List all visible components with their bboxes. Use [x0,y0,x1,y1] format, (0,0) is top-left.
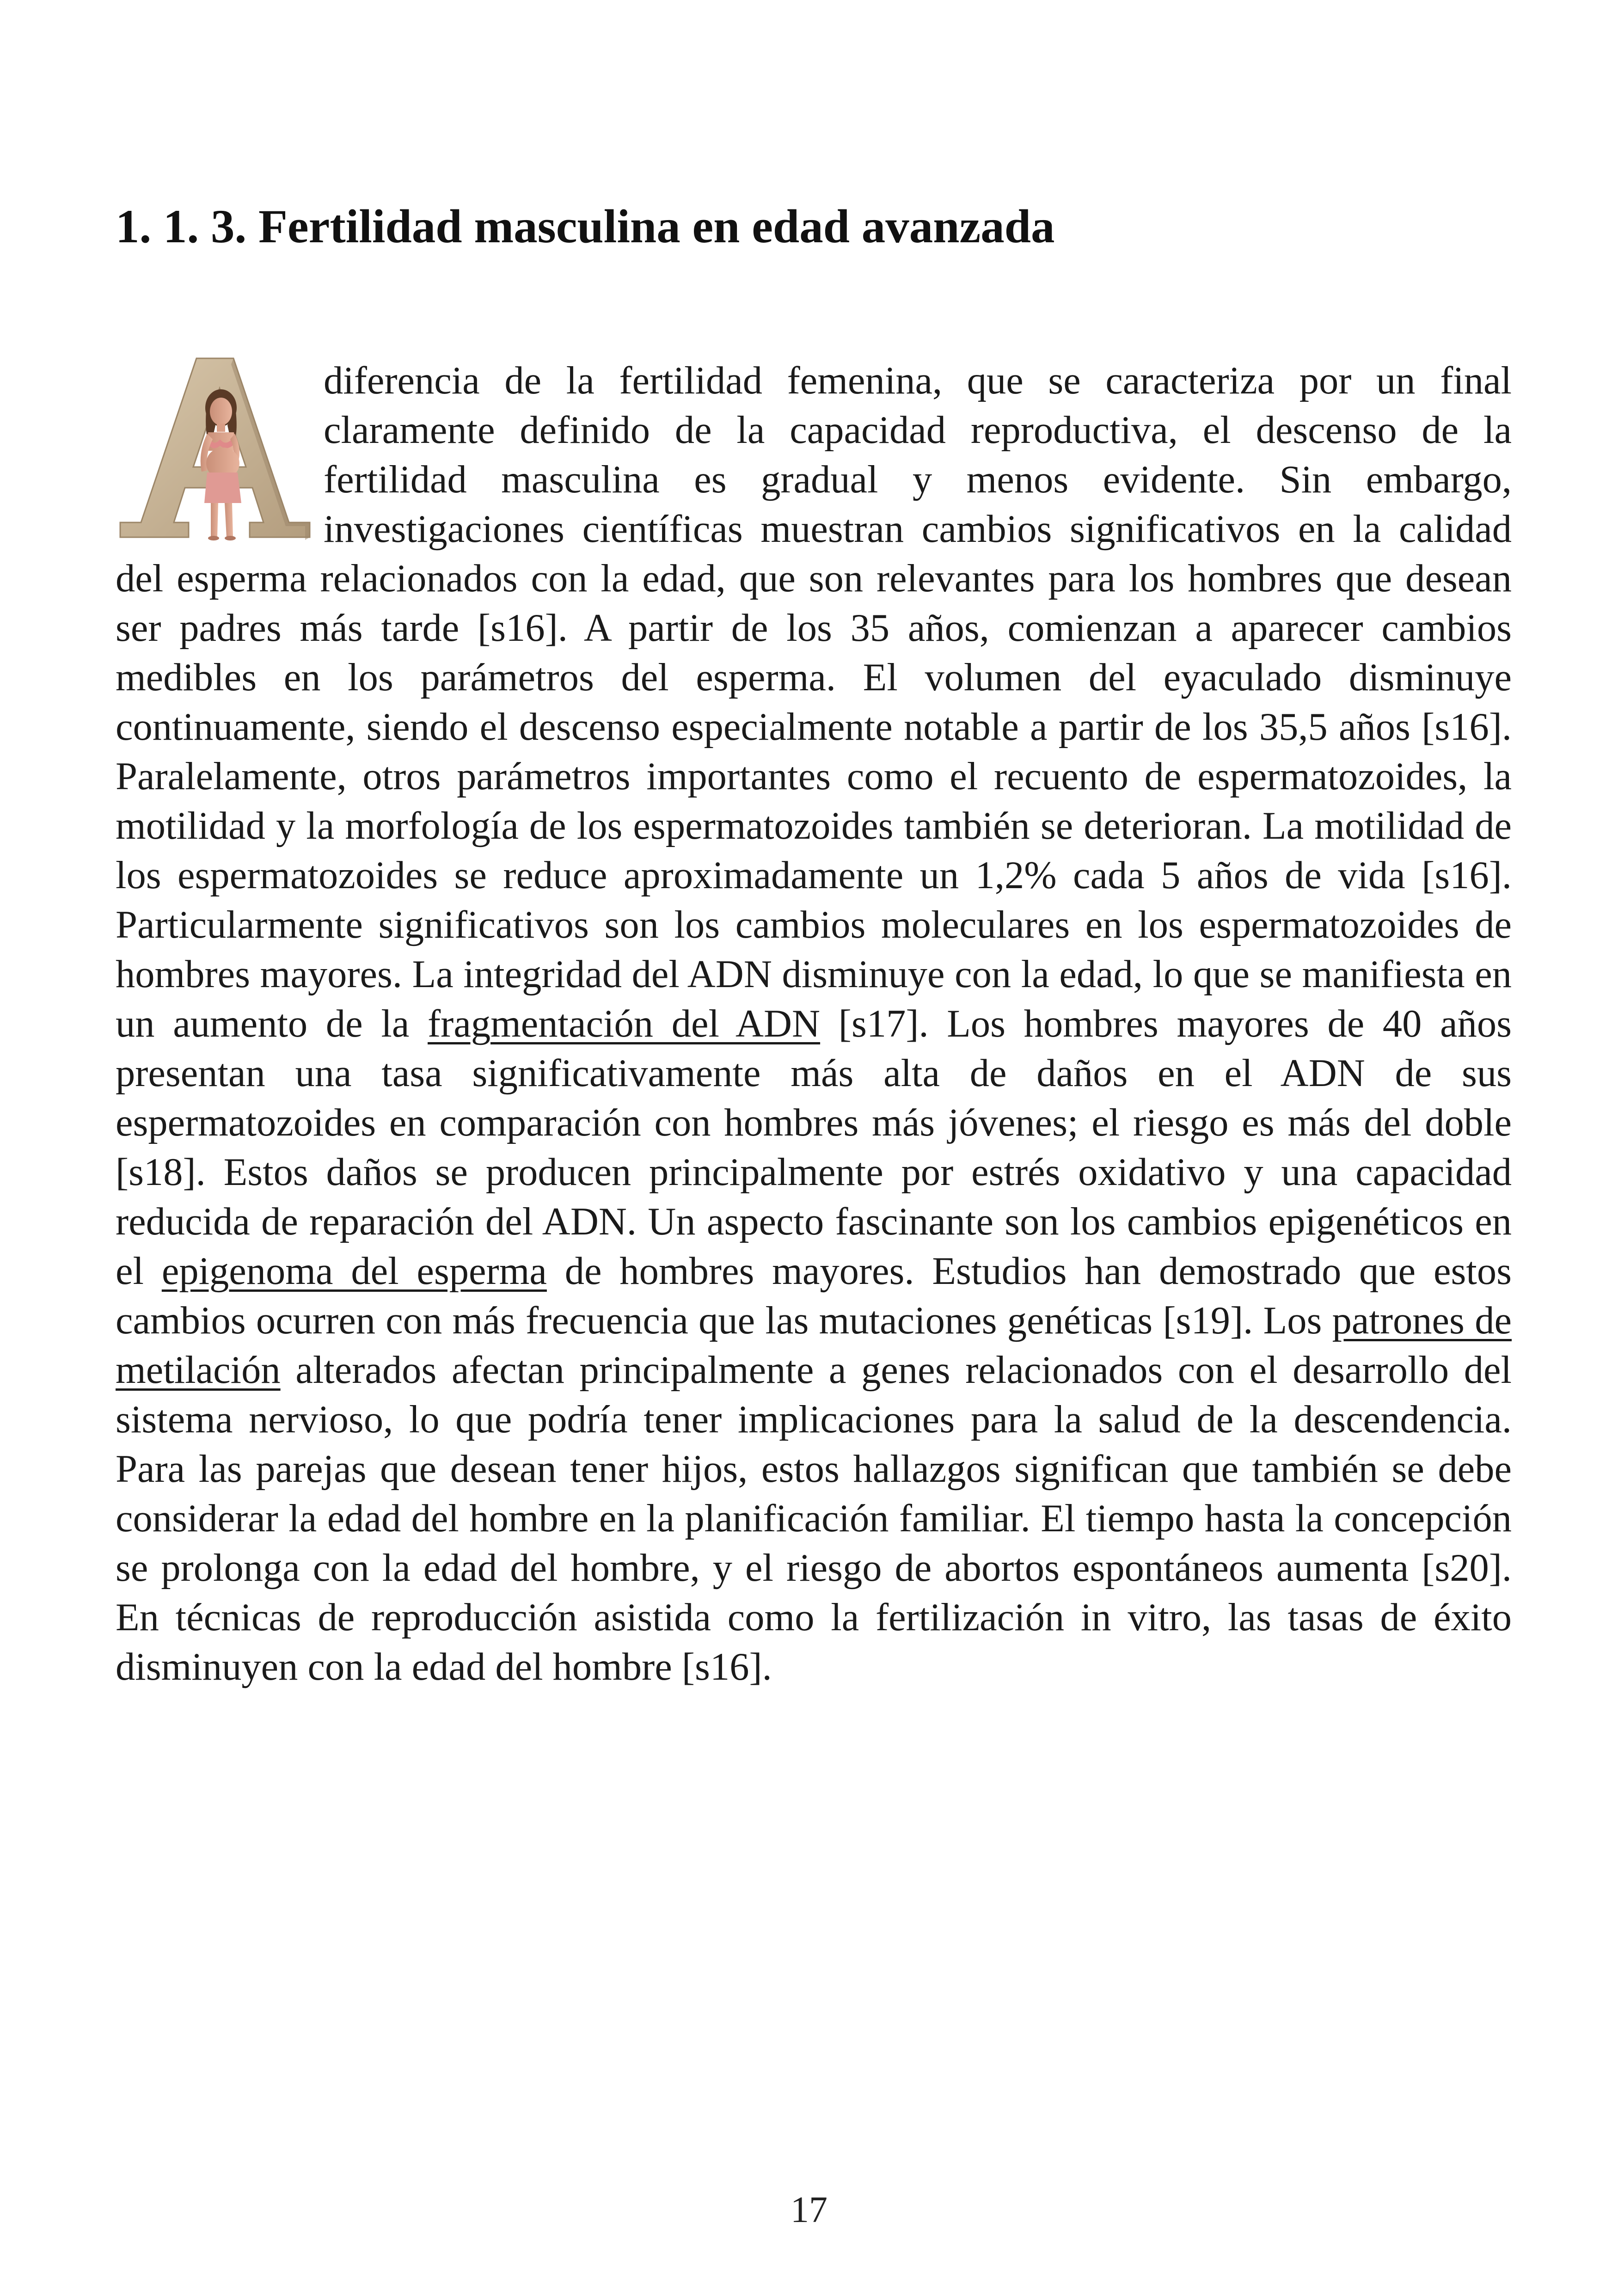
drop-cap-letter-a [116,356,314,546]
body-text-segment: [s17]. Los hombres mayores de 40 años presentan una tasa significativamente más alta de daños en el ADN de sus espermatozoides en comparación con hombres más jóvenes; el riesgo es más del doble [s18]. Estos daños se producen principalmente por estrés oxidativo y una capacidad reducida de reparación del ADN. Un aspecto fascinante son los cambios epigenéticos en el [116,1002,1512,1293]
section-title: 1. 1. 3. Fertilidad masculina en edad avanzada [116,200,1055,253]
link-epigenoma-esperma[interactable]: epigenoma del esperma [161,1250,547,1293]
body-text-segment: alterados afectan principalmente a genes relacionados con el desarrollo del sistema nervioso, lo que podría tener implicaciones para la salud de la descendencia. Para las parejas que desean tener hijos, estos hallazgos significan que también se debe considerar la edad del hombre en la planificación familiar. El tiempo hasta la concepción se prolonga con la edad del hombre, y el riesgo de abortos espontáneos aumenta [s20]. En técnicas de reproducción asistida como la fertilización in vitro, las tasas de éxito disminuyen con la edad del hombre [s16]. [116,1349,1512,1688]
link-fragmentacion-adn[interactable]: fragmentación del ADN [428,1002,821,1045]
body-text-segment: diferencia de la fertilidad femenina, que se caracteriza por un final claramente definido de la capacidad reproductiva, el descenso de la fertilidad masculina es gradual y menos evidente. Sin embargo, investigaciones científicas muestran cambios significativos en la calidad del esperma relacionados con la edad, que son relevantes para los hombres que desean ser padres más tarde [s16]. A partir de los 35 años, comienzan a aparecer cambios medibles en los parámetros del esperma. El volumen del eyaculado disminuye continuamente, siendo el descenso especialmente notable a partir de los 35,5 años [s16]. Paralelamente, otros parámetros importantes como el recuento de espermatozoides, la motilidad y la morfología de los espermatozoides también se deterioran. La motilidad de los espermatozoides se reduce aproximadamente un 1,2% cada 5 años de vida [s16]. Particularmente significativos son los cambios moleculares en los espermatozoides de hombres mayores. La integridad del ADN disminuye con la edad, lo que se manifiesta en un aumento de la [116,359,1512,1045]
link-patrones-metilacion[interactable]: patrones de metilación [116,1299,1512,1392]
page-number: 17 [791,2190,827,2230]
body-text-segment: de hombres mayores. Estudios han demostrado que estos cambios ocurren con más frecuencia que las mutaciones genéticas [s19]. Los [116,1250,1512,1342]
body-paragraph [116,356,1512,1692]
pregnant-woman-figure-icon [116,356,314,546]
